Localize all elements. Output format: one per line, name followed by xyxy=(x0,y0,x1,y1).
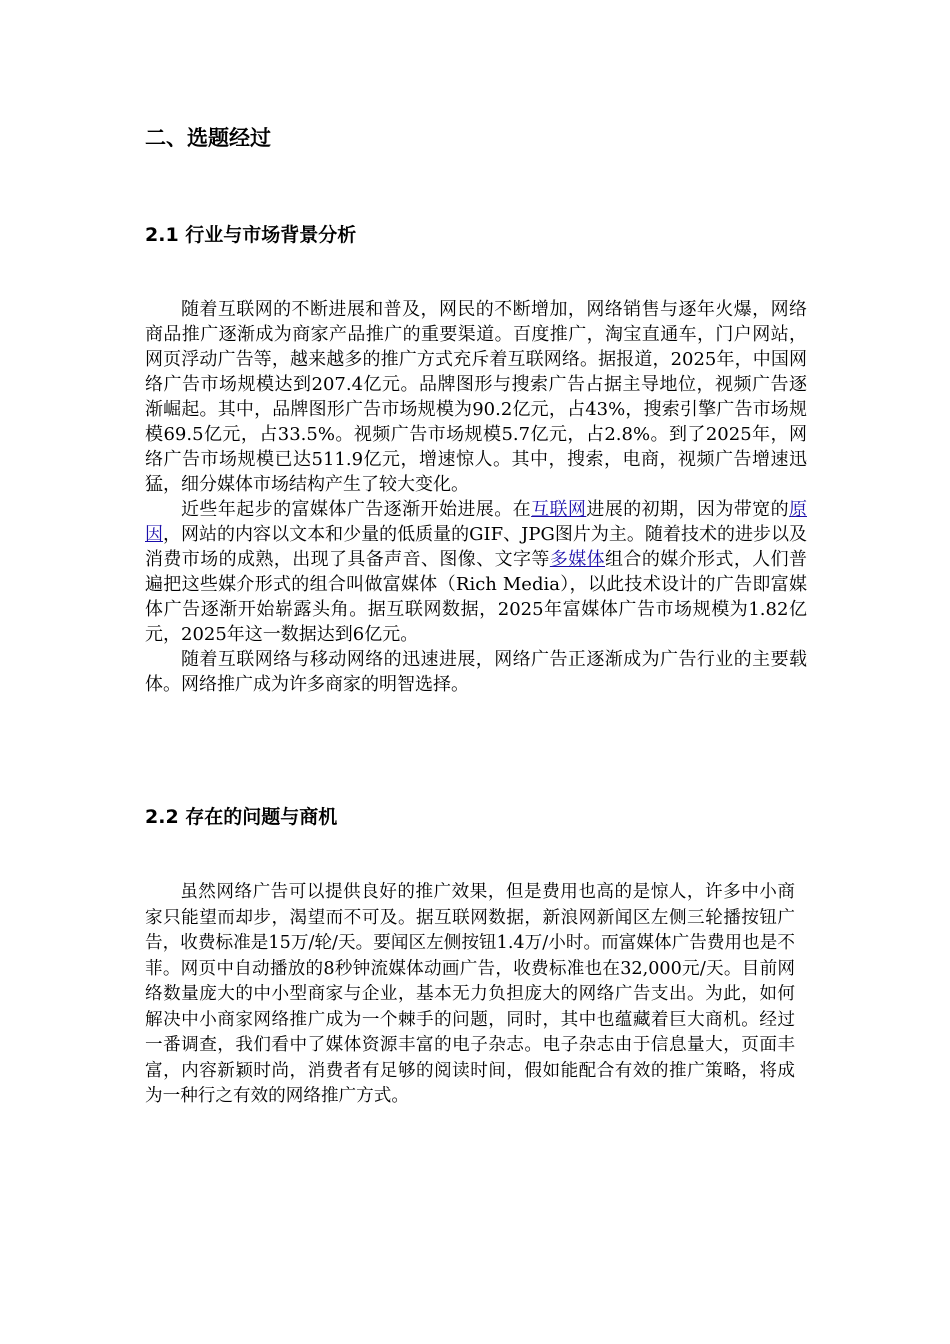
text-span: 近些年起步的富媒体广告逐渐开始进展。在 xyxy=(181,499,532,520)
paragraph-problems-opportunities: 虽然网络广告可以提供良好的推广效果，但是费用也高的是惊人，许多中小商家只能望而却步，渴望而不可及。据互联网数据，新浪网新闻区左侧三轮播按钮广告，收费标准是15万/轮/天。要闻区左侧按钮1.4万/小时。而富媒体广告费用也是不菲。网页中自动播放的8秒钟流媒体动画广告，收费标准也在32,000元/天。目前网络数量庞大的中小型商家与企业，基本无力负担庞大的网络广告支出。为此，如何解决中小商家网络推广成为一个棘手的问题，同时，其中也蕴藏着巨大商机。经过一番调查，我们看中了媒体资源丰富的电子杂志。电子杂志由于信息量大，页面丰富，内容新颖时尚，消费者有足够的阅读时间，假如能配合有效的推广策略，将成为一种行之有效的网络推广方式。 xyxy=(145,882,795,1106)
chapter-heading: 二、选题经过 xyxy=(145,126,271,150)
link-multimedia[interactable]: 多媒体 xyxy=(549,549,606,570)
text-span: ，网站的内容以文本和少量的低质量的GIF、JPG图片为主。随着技术的进步以及消费市场的成熟，出现了具备声音、图像、文字等 xyxy=(145,524,808,570)
text-span: 组合的媒介形式，人们普遍把这些媒介形式的组合叫做富媒体（Rich Media），以此技术设计的广告即富媒体广告逐渐开始崭露头角。据互联网数据，2025年富媒体广告市场规模为1.82亿元，2025年这一数据达到6亿元。 xyxy=(145,549,808,645)
paragraph-market-background: 随着互联网的不断进展和普及，网民的不断增加，网络销售与逐年火爆，网络商品推广逐渐成为商家产品推广的重要渠道。百度推广，淘宝直通车，门户网站，网页浮动广告等，越来越多的推广方式充斥着互联网络。据报道，2025年，中国网络广告市场规模达到207.4亿元。品牌图形与搜索广告占据主导地位，视频广告逐渐崛起。其中，品牌图形广告市场规模为90.2亿元，占43%，搜索引擎广告市场规模69.5亿元，占33.5%。视频广告市场规模5.7亿元，占2.8%。到了2025年，网络广告市场规模已达511.9亿元，增速惊人。其中，搜索，电商，视频广告增速迅猛，细分媒体市场结构产生了较大变化。 xyxy=(145,299,807,495)
section-title-2-2: 2.2 存在的问题与商机 xyxy=(145,806,338,828)
text-span: 进展的初期，因为带宽的 xyxy=(586,499,790,520)
paragraph-internet-advertising: 随着互联网络与移动网络的迅速进展，网络广告正逐渐成为广告行业的主要载体。网络推广成为许多商家的明智选择。 xyxy=(145,649,807,695)
section-body-2-2 xyxy=(145,880,795,1110)
link-reason[interactable]: 原因 xyxy=(145,499,808,545)
paragraph-rich-media xyxy=(145,497,807,647)
section-title-2-1: 2.1 行业与市场背景分析 xyxy=(145,224,357,246)
link-internet[interactable]: 互联网 xyxy=(531,499,587,520)
section-body-2-1 xyxy=(145,297,807,697)
